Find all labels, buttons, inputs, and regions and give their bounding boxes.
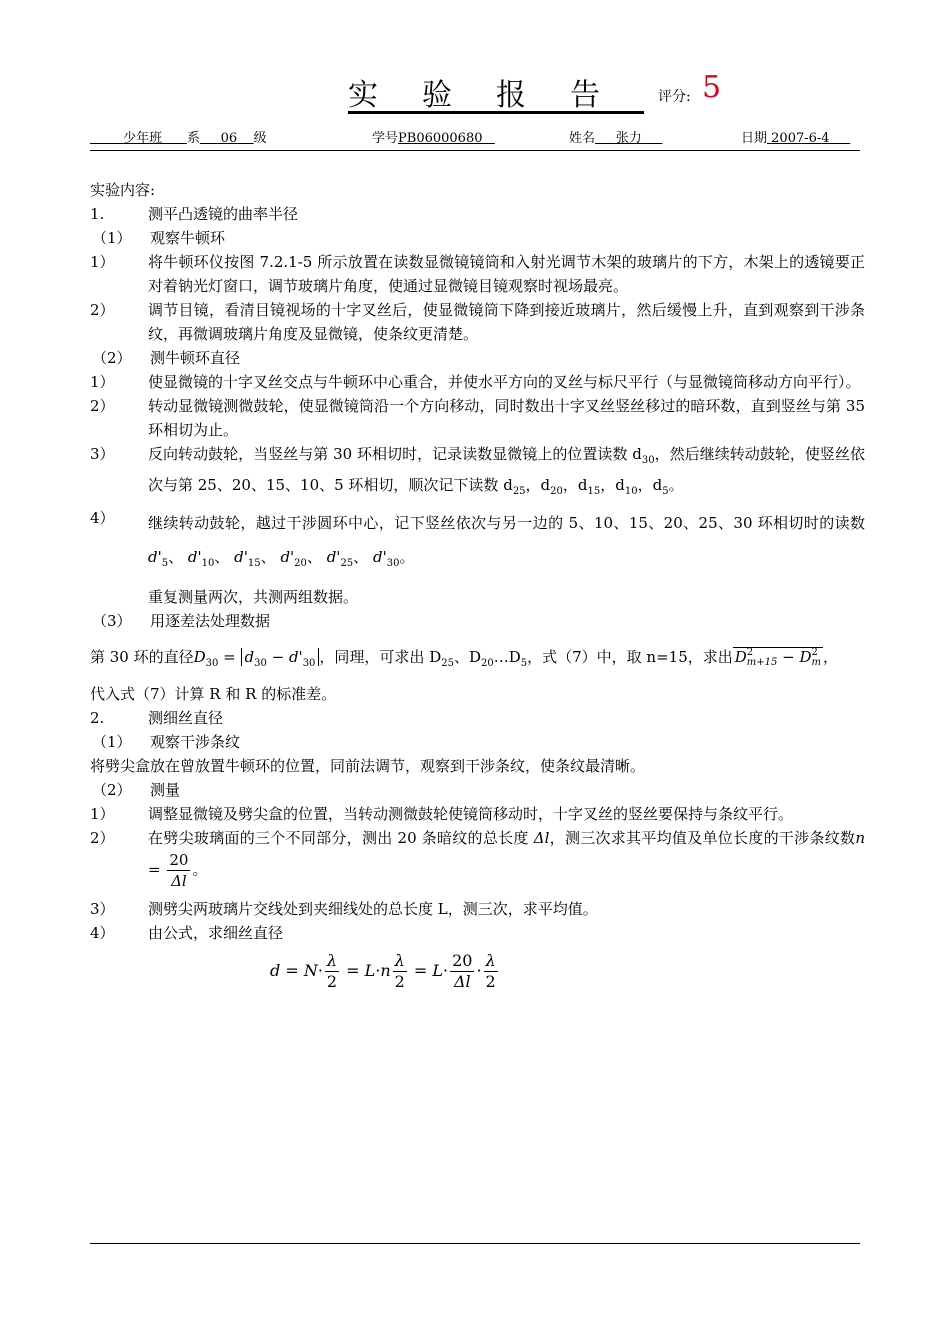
list-item [90,298,865,346]
list-item [90,442,865,504]
list-item [90,370,865,394]
dept-label: 系 [186,131,200,146]
report-body [90,178,865,992]
list-item [90,897,865,921]
section-number: 2. [90,709,105,727]
subsection-number: （3） [92,612,132,630]
item-text: 转动显微镜测微鼓轮，使显微镜筒沿一个方向移动，同时数出十字叉丝竖丝移过的暗环数，直到竖丝与第 35 环相切为止。 [148,397,865,439]
item-number: 1） [90,805,115,823]
name-field [569,127,662,146]
paragraph: 将劈尖盒放在曾放置牛顿环的位置，同前法调节，观察到干涉条纹，使条纹最清晰。 [90,757,646,775]
grade-value: 06 [220,131,238,146]
item-number: 1） [90,373,115,391]
item-text: 调整显微镜及劈尖盒的位置，当转动测微鼓轮使镜筒移动时，十字叉丝的竖丝要保持与条纹平行。 [148,805,794,823]
section-heading [90,706,865,730]
score-label: 评分: [658,89,691,105]
section-title: 测细丝直径 [148,709,224,727]
subsection-title: 测量 [150,781,181,799]
repeat-note: 重复测量两次，共测两组数据。 [148,588,359,606]
item-text: 在劈尖玻璃面的三个不同部分，测出 20 条暗纹的总长度 Δl，测三次求其平均值及单位长度的干涉条纹数n = $\frac{20}{\Delta l}$ 。 [148,829,865,890]
student-id-field [372,127,495,146]
item-number: 3） [90,445,115,463]
wire-diameter-formula: d = N· $\frac{\lambda}{2}$ = L·n $\frac{\lambda}{2}$ = L· $\frac{20}{\Delta l}$ · $\frac{\lambda}{2}$ [270,951,496,991]
subsection-title: 观察牛顿环 [150,229,226,247]
score-value: 5 [702,70,722,105]
subsection-heading [90,226,865,250]
student-id-label: 学号 [372,131,399,146]
item-text: 继续转动鼓轮，越过干涉圆环中心，记下竖丝依次与另一边的 5、10、15、20、25、30 环相切时的读数$d'_5$、 $d'_{10}$、 $d'_{15}$、 $d'_{20}$、 $d'_{25}$、 $d'_{30}$。 [148,514,865,569]
item-number: 2） [90,301,115,319]
intro-heading: 实验内容: [90,181,156,199]
item-number: 4） [90,924,115,942]
grade-label: 级 [253,131,267,146]
list-item [90,802,865,826]
student-id-value: PB06000680 [398,131,483,146]
absolute-value: $d_{30} - d'_{30}$ [241,648,320,666]
subsection-title: 用逐差法处理数据 [150,612,271,630]
subsection-number: （1） [92,229,132,247]
item-text: 调节目镜，看清目镜视场的十字叉丝后，使显微镜筒下降到接近玻璃片，然后缓慢上升，直到观察到干涉条纹，再微调玻璃片角度及显微镜，使条纹更清楚。 [148,301,865,343]
section-number: 1. [90,205,105,223]
list-item [90,826,865,891]
subsection-number: （1） [92,733,132,751]
subsection-number: （2） [92,349,132,367]
item-text: 测劈尖两玻璃片交线处到夹细线处的总长度 L，测三次，求平均值。 [148,900,598,918]
subsection-heading [90,609,865,633]
date-label: 日期 [741,131,768,146]
header-rule [90,150,860,151]
name-value: 张力 [615,131,642,146]
subsection-heading [90,778,865,802]
class-name: 少年班 [123,131,163,146]
diameter-formula-paragraph: 第 30 环的直径$D_{30} = d_{30} - d'_{30}$ ，同理，可求出 $D_{25}$、$D_{20}\dots D_5$，式（7）中，取 n=15，求出 D 2 m+15 − D 2 m ， [90,647,839,669]
item-text: 反向转动鼓轮，当竖丝与第 30 环相切时，记录读数显微镜上的位置读数 $d_{30}$，然后继续转动鼓轮，使竖丝依次与第 25、20、15、10、5 环相切，顺次记下读数 $d_{25}$，$d_{20}$，$d_{15}$，$d_{10}$，$d_5$。 [148,445,865,497]
fraction: $\frac{20}{\Delta l}$ [169,851,189,890]
footer-rule [90,1243,860,1244]
report-title: 实验报告 [348,78,644,113]
item-number: 1） [90,253,115,271]
item-number: 3） [90,900,115,918]
mean-squared-diff: D 2 m+15 − D 2 m [734,647,822,668]
section-heading [90,202,865,226]
item-text: 由公式，求细丝直径 [148,924,284,942]
class-field [90,127,267,146]
date-value: 2007-6-4 [771,131,830,146]
item-text: 将牛顿环仪按图 7.2.1-5 所示放置在读数显微镜镜筒和入射光调节木架的玻璃片的下方，木架上的透镜要正对着钠光灯窗口，调节玻璃片角度，使通过显微镜目镜观察时视场最亮。 [148,253,865,295]
section-title: 测平凸透镜的曲率半径 [148,205,299,223]
list-item [90,506,865,581]
subsection-heading [90,346,865,370]
date-field [741,127,850,146]
list-item [90,250,865,298]
subsection-title: 观察干涉条纹 [150,733,241,751]
subsection-number: （2） [92,781,132,799]
list-item [90,921,865,945]
item-number: 2） [90,397,115,415]
diameter-formula-line2: 代入式（7）计算 R 和 R 的标准差。 [90,685,337,703]
name-label: 姓名 [569,131,596,146]
subsection-heading [90,730,865,754]
item-text: 使显微镜的十字叉丝交点与牛顿环中心重合，并使水平方向的叉丝与标尺平行（与显微镜筒移动方向平行）。 [148,373,861,391]
item-number: 4） [90,509,115,527]
subsection-title: 测牛顿环直径 [150,349,241,367]
list-item [90,394,865,442]
item-number: 2） [90,829,115,847]
